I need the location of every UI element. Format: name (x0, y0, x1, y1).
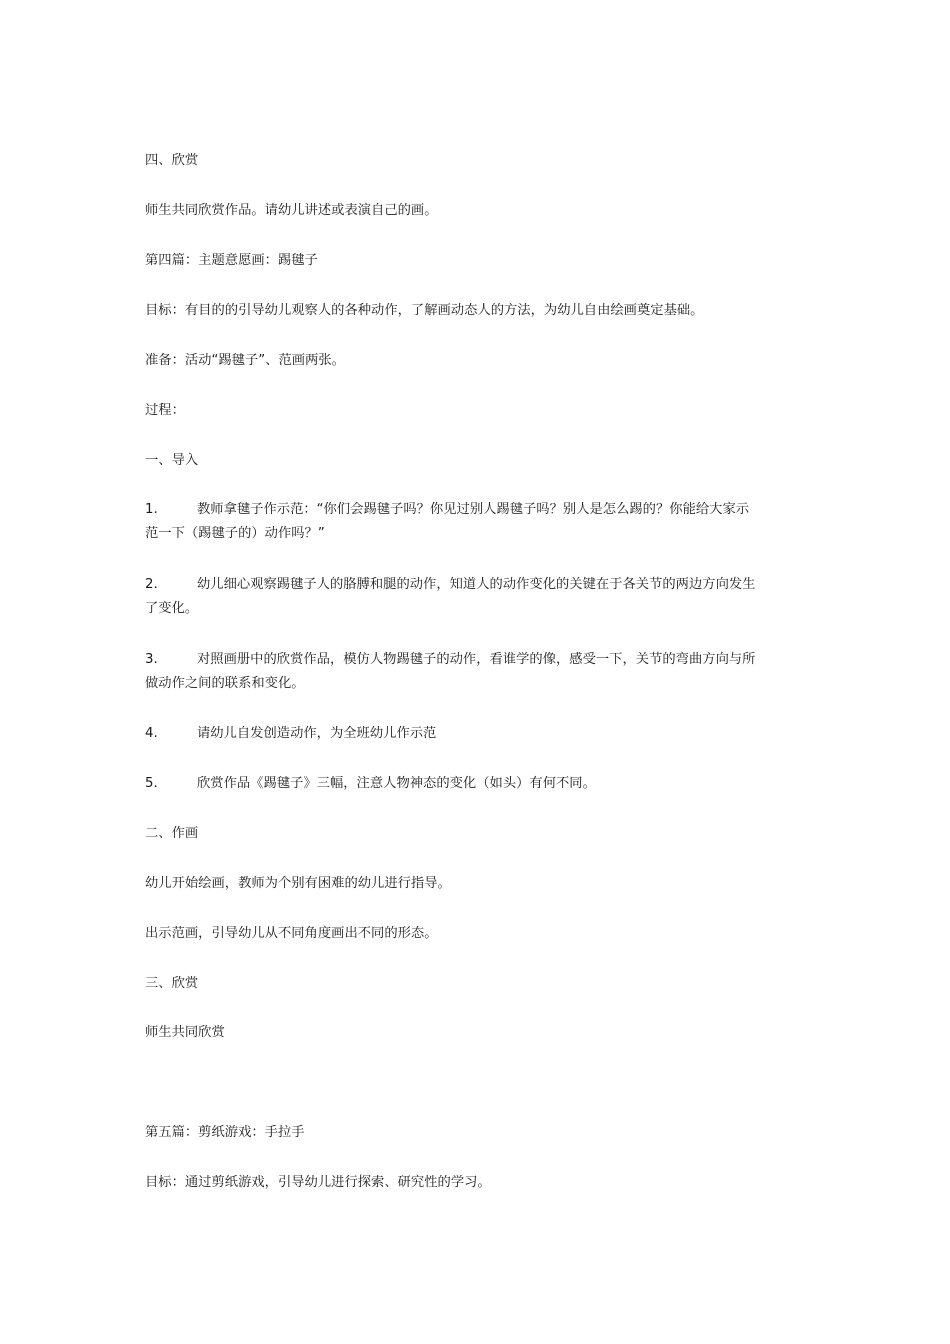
list-item-number: 1. (145, 502, 158, 517)
list-item-number: 4. (145, 726, 158, 741)
list-item (145, 648, 810, 696)
list-item-text: 请幼儿自发创造动作，为全班幼儿作示范 (197, 726, 437, 741)
chapter-title-5: 第五篇：剪纸游戏：手拉手 (145, 1125, 305, 1140)
section-heading-draw: 二、作画 (145, 826, 199, 841)
section-heading-appreciate: 四、欣赏 (145, 153, 199, 168)
list-item (145, 722, 810, 746)
list-item-text: 对照画册中的欣赏作品，模仿人物踢毽子的动作，看谁学的像，感受一下，关节的弯曲方向与所 (197, 652, 756, 667)
chapter-title-4: 第四篇：主题意愿画：踢毽子 (145, 253, 318, 268)
list-item-text: 幼儿细心观察踢毽子人的胳膊和腿的动作，知道人的动作变化的关键在于各关节的两边方向发生 (197, 577, 756, 592)
section-heading-appreciate-3: 三、欣赏 (145, 976, 199, 991)
paragraph-appreciate-together: 师生共同欣赏 (145, 1025, 225, 1040)
paragraph-show-sample: 出示范画，引导幼儿从不同角度画出不同的形态。 (145, 926, 438, 941)
list-item-continuation: 做动作之间的联系和变化。 (145, 676, 305, 691)
list-item (145, 772, 810, 796)
paragraph-appreciate-works: 师生共同欣赏作品。请幼儿讲述或表演自己的画。 (145, 203, 438, 218)
process-label: 过程： (145, 403, 185, 418)
section-heading-intro: 一、导入 (145, 453, 199, 468)
list-item-number: 5. (145, 776, 158, 791)
list-item (145, 498, 810, 546)
paragraph-drawing-guidance: 幼儿开始绘画，教师为个别有困难的幼儿进行指导。 (145, 876, 451, 891)
list-item-text: 欣赏作品《踢毽子》三幅，注意人物神态的变化（如头）有何不同。 (197, 776, 596, 791)
list-item-continuation: 范一下（踢毽子的）动作吗？” (145, 526, 325, 541)
list-item (145, 573, 810, 621)
list-item-number: 3. (145, 652, 158, 667)
goal-paragraph-5: 目标：通过剪纸游戏，引导幼儿进行探索、研究性的学习。 (145, 1175, 491, 1190)
list-item-number: 2. (145, 577, 158, 592)
preparation-paragraph: 准备：活动“踢毽子”、范画两张。 (145, 353, 345, 368)
list-item-text: 教师拿毽子作示范：“你们会踢毽子吗？你见过别人踢毽子吗？别人是怎么踢的？你能给大家示 (197, 502, 750, 517)
list-item-continuation: 了变化。 (145, 601, 199, 616)
goal-paragraph: 目标：有目的的引导幼儿观察人的各种动作，了解画动态人的方法，为幼儿自由绘画奠定基础。 (145, 303, 704, 318)
